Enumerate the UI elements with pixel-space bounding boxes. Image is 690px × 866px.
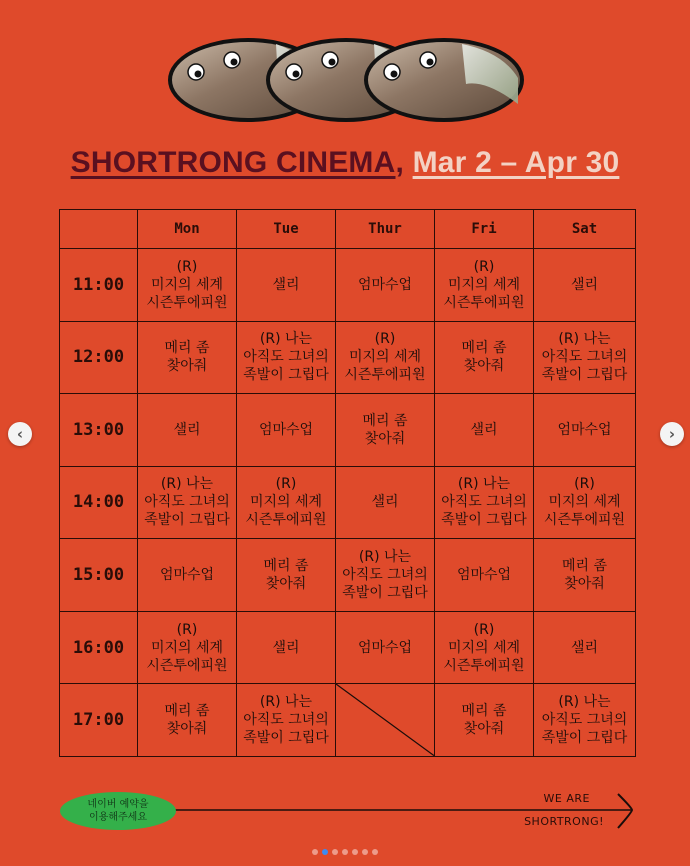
schedule-row — [60, 321, 636, 394]
carousel-dot[interactable] — [322, 849, 328, 855]
film-title-line: 미지의 세계 — [548, 494, 621, 511]
header-day-sat: Sat — [534, 210, 636, 249]
time-slot: 16:00 — [60, 611, 138, 684]
screening-cell-sat — [534, 539, 636, 612]
film-title-line: 메리 좀 — [164, 340, 210, 357]
film-title-line: 찾아줘 — [166, 358, 208, 375]
film-title-line: 엄마수업 — [357, 639, 413, 656]
footer-we-are: WE ARE — [543, 792, 590, 805]
film-title-line: 아직도 그녀의 — [342, 567, 428, 584]
film-title-line: (R) — [275, 476, 297, 493]
film-title-line: 메리 좀 — [164, 703, 210, 720]
screening-cell-sat — [534, 394, 636, 467]
carousel-dot[interactable] — [362, 849, 368, 855]
film-title-line: 찾아줘 — [364, 430, 406, 447]
naver-booking-line2: 이용해주세요 — [89, 812, 147, 823]
film-title-line: 시즌투에피원 — [146, 294, 228, 311]
film-title-line: (R) — [374, 331, 396, 348]
film-title-line: 미지의 세계 — [447, 276, 521, 293]
film-title-line: 족발이 그립다 — [243, 367, 329, 384]
film-title-line: 엄마수업 — [557, 421, 612, 438]
time-slot: 14:00 — [60, 466, 138, 539]
page-title — [0, 146, 690, 180]
film-title-line: 샐리 — [371, 494, 399, 511]
film-title-line: 미지의 세계 — [150, 639, 224, 656]
film-title-line: 아직도 그녀의 — [541, 712, 628, 729]
screening-cell-mon — [138, 321, 237, 394]
film-title-line: (R) — [473, 621, 495, 638]
film-title-line: 찾아줘 — [265, 576, 307, 593]
title-date-range: Mar 2 – Apr 30 — [412, 146, 620, 179]
empty-slot-slash — [336, 684, 434, 756]
screening-cell-thur — [336, 249, 435, 322]
film-title-line: 시즌투에피원 — [443, 294, 525, 311]
screening-cell-thur — [336, 539, 435, 612]
screening-cell-tue — [237, 539, 336, 612]
screening-cell-thur — [336, 394, 435, 467]
screening-cell-mon — [138, 684, 237, 757]
title-comma: , — [395, 146, 405, 179]
screening-cell-sat — [534, 611, 636, 684]
screening-cell-fri — [435, 394, 534, 467]
film-title-line: (R) 나는 — [160, 476, 214, 493]
screening-cell-tue — [237, 394, 336, 467]
time-slot: 17:00 — [60, 684, 138, 757]
header-corner-cell — [60, 210, 138, 249]
film-title-line: 아직도 그녀의 — [441, 494, 527, 511]
schedule-table — [59, 209, 636, 757]
film-title-line: (R) — [574, 476, 595, 493]
film-title-line: 샐리 — [173, 421, 201, 438]
film-title-line: 샐리 — [272, 639, 300, 656]
screening-cell-thur — [336, 466, 435, 539]
googly-eye-logo — [166, 34, 526, 126]
screening-cell-fri — [435, 249, 534, 322]
time-slot: 12:00 — [60, 321, 138, 394]
film-title-line: (R) — [176, 621, 198, 638]
film-title-line: 메리 좀 — [561, 558, 608, 575]
screening-cell-fri — [435, 684, 534, 757]
film-title-line: 샐리 — [272, 276, 300, 293]
chevron-right-icon: › — [668, 425, 676, 443]
carousel-dots — [0, 849, 690, 855]
film-title-line: 미지의 세계 — [249, 494, 323, 511]
carousel-dot[interactable] — [372, 849, 378, 855]
naver-booking-line1: 네이버 예약을 — [87, 799, 149, 810]
carousel-dot[interactable] — [352, 849, 358, 855]
film-title-line: 족발이 그립다 — [243, 730, 329, 747]
screening-cell-sat — [534, 466, 636, 539]
header-day-thur: Thur — [336, 210, 435, 249]
screening-cell-tue — [237, 249, 336, 322]
film-title-line: 미지의 세계 — [348, 349, 422, 366]
film-title-line: 찾아줘 — [564, 576, 605, 593]
film-title-line: 메리 좀 — [263, 558, 309, 575]
film-title-line: 아직도 그녀의 — [243, 712, 329, 729]
film-title-line: 시즌투에피원 — [344, 367, 426, 384]
film-title-line: 찾아줘 — [463, 358, 505, 375]
screening-cell-sat — [534, 321, 636, 394]
film-title-line: 엄마수업 — [456, 567, 512, 584]
time-slot: 15:00 — [60, 539, 138, 612]
screening-cell-mon — [138, 249, 237, 322]
naver-booking-badge — [60, 792, 176, 830]
carousel-dot[interactable] — [332, 849, 338, 855]
schedule-row — [60, 611, 636, 684]
header-day-tue: Tue — [237, 210, 336, 249]
film-title-line: 시즌투에피원 — [543, 512, 626, 529]
film-title-line: 족발이 그립다 — [144, 512, 230, 529]
screening-cell-fri — [435, 321, 534, 394]
screening-cell-thur — [336, 611, 435, 684]
screening-cell-tue — [237, 466, 336, 539]
empty-slot-thur — [336, 684, 435, 757]
film-title-line: (R) — [176, 258, 198, 275]
carousel-next-button[interactable] — [660, 422, 684, 446]
film-title-line: 아직도 그녀의 — [541, 349, 628, 366]
film-title-line: 미지의 세계 — [150, 276, 224, 293]
schedule-row — [60, 249, 636, 322]
film-title-line: 메리 좀 — [362, 412, 408, 429]
film-title-line: 메리 좀 — [461, 703, 507, 720]
film-title-line: 찾아줘 — [166, 721, 208, 738]
screening-cell-tue — [237, 321, 336, 394]
film-title-line: 족발이 그립다 — [441, 512, 527, 529]
film-title-line: (R) 나는 — [558, 331, 611, 348]
film-title-line: 아직도 그녀의 — [144, 494, 230, 511]
film-title-line: 찾아줘 — [463, 721, 505, 738]
film-title-line: (R) 나는 — [259, 331, 313, 348]
footer-shortrong: SHORTRONG! — [524, 815, 604, 828]
film-title-line: 족발이 그립다 — [342, 585, 428, 602]
film-title-line: 시즌투에피원 — [443, 657, 525, 674]
time-slot: 13:00 — [60, 394, 138, 467]
schedule-row — [60, 466, 636, 539]
screening-cell-fri — [435, 466, 534, 539]
film-title-line: 엄마수업 — [258, 421, 314, 438]
film-title-line: (R) 나는 — [457, 476, 511, 493]
carousel-dot[interactable] — [342, 849, 348, 855]
film-title-line: 샐리 — [570, 639, 599, 656]
screening-cell-mon — [138, 539, 237, 612]
screening-cell-mon — [138, 611, 237, 684]
film-title-line: (R) — [473, 258, 495, 275]
film-title-line: (R) 나는 — [558, 694, 611, 711]
screening-cell-mon — [138, 394, 237, 467]
title-cinema-name: SHORTRONG CINEMA — [70, 146, 396, 179]
film-title-line: (R) 나는 — [259, 694, 313, 711]
carousel-dot[interactable] — [312, 849, 318, 855]
screening-cell-fri — [435, 611, 534, 684]
film-title-line: 족발이 그립다 — [541, 367, 628, 384]
carousel-prev-button[interactable] — [8, 422, 32, 446]
chevron-left-icon: ‹ — [16, 425, 24, 443]
film-title-line: 시즌투에피원 — [146, 657, 228, 674]
time-slot: 11:00 — [60, 249, 138, 322]
logo-oval-3 — [364, 38, 524, 122]
header-day-mon: Mon — [138, 210, 237, 249]
screening-cell-tue — [237, 611, 336, 684]
film-title-line: 미지의 세계 — [447, 639, 521, 656]
film-title-line: 아직도 그녀의 — [243, 349, 329, 366]
screening-cell-sat — [534, 249, 636, 322]
screening-cell-tue — [237, 684, 336, 757]
schedule-row — [60, 394, 636, 467]
screening-cell-fri — [435, 539, 534, 612]
screening-cell-mon — [138, 466, 237, 539]
schedule-header-row — [60, 210, 636, 249]
film-title-line: 족발이 그립다 — [541, 730, 628, 747]
schedule-row — [60, 684, 636, 757]
film-title-line: 메리 좀 — [461, 340, 507, 357]
schedule-row — [60, 539, 636, 612]
film-title-line: 샐리 — [570, 276, 599, 293]
film-title-line: (R) 나는 — [358, 549, 412, 566]
film-title-line: 엄마수업 — [159, 567, 215, 584]
film-title-line: 시즌투에피원 — [245, 512, 327, 529]
header-day-fri: Fri — [435, 210, 534, 249]
screening-cell-thur — [336, 321, 435, 394]
film-title-line: 샐리 — [470, 421, 498, 438]
screening-cell-sat — [534, 684, 636, 757]
film-title-line: 엄마수업 — [357, 276, 413, 293]
